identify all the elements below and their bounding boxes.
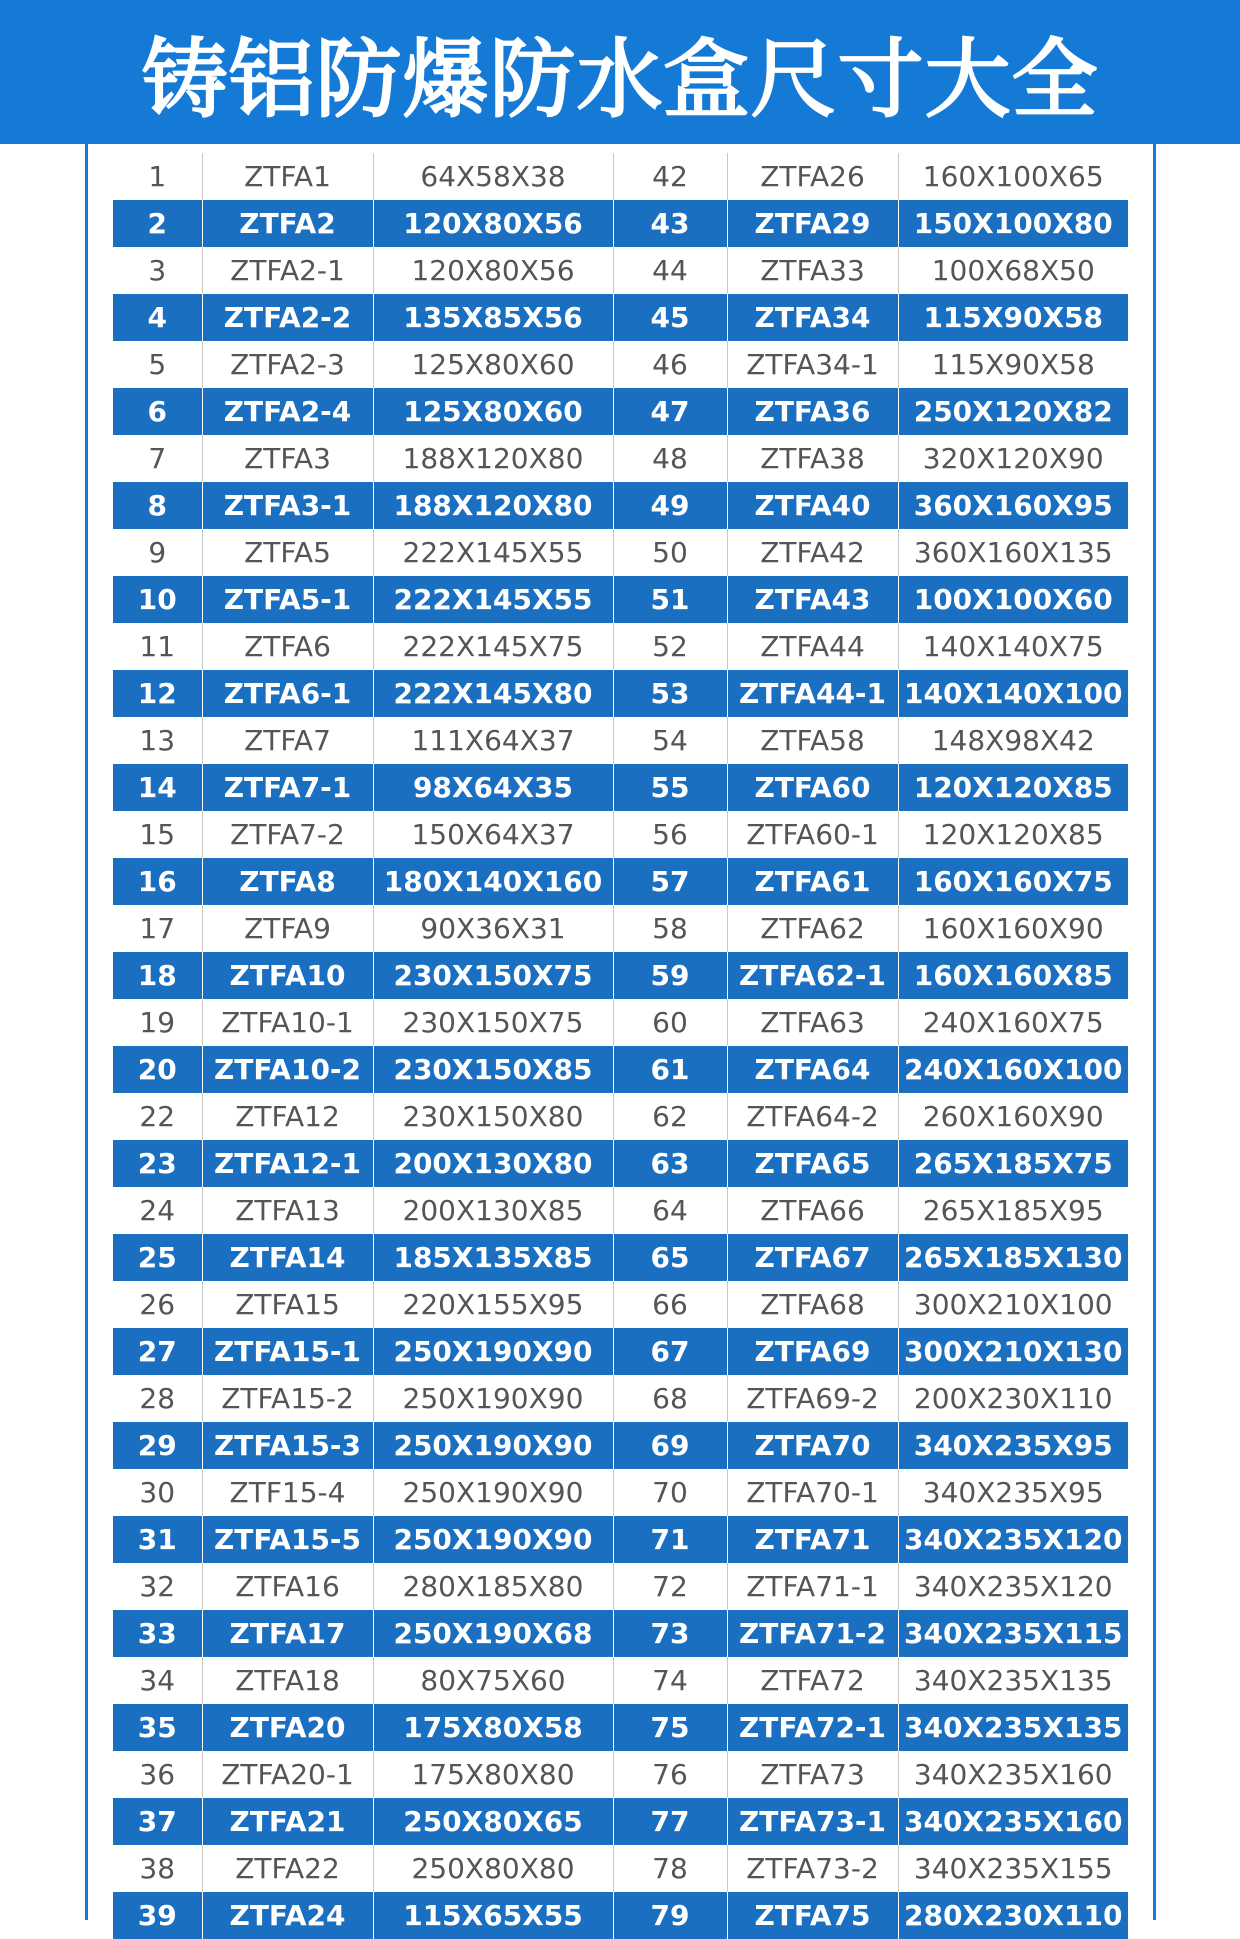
cell-size-right: 360X160X95 [898,482,1128,529]
cell-size-right: 160X100X65 [922,160,1104,193]
cell-index-right: 71 [613,1516,727,1563]
cell-size-right: 340X235X135 [913,1664,1113,1697]
cell-size-right: 340X235X95 [898,1422,1128,1469]
table-row [113,623,1128,670]
table-row [113,952,1128,999]
cell-model-right: ZTFA44-1 [727,670,898,717]
cell-index-right: 59 [613,952,727,999]
cell-index-left: 9 [113,529,202,576]
cell-size-left: 250X190X90 [373,1516,613,1563]
cell-model-right: ZTFA64 [727,1046,898,1093]
cell-model-right: ZTFA38 [727,435,898,482]
cell-index-left: 36 [113,1751,202,1798]
cell-index-left: 19 [113,999,202,1046]
cell-model-right: ZTFA29 [727,200,898,247]
cell-size-left: 90X36X31 [373,905,613,952]
table-row [113,1187,1128,1234]
table-row [113,670,1128,717]
cell-model-right: ZTFA72 [727,1657,898,1704]
cell-model-right: ZTFA70-1 [727,1469,898,1516]
cell-model-right: ZTFA36 [727,388,898,435]
cell-model-left: ZTFA22 [202,1845,373,1892]
table-row [113,1892,1128,1939]
cell-model-right: ZTFA70 [727,1422,898,1469]
cell-model-left: ZTFA20-1 [202,1751,373,1798]
cell-index-right: 76 [613,1751,727,1798]
cell-model-right: ZTFA72-1 [727,1704,898,1751]
cell-size-left: 250X190X90 [373,1469,613,1516]
cell-model-right: ZTFA73 [727,1751,898,1798]
cell-index-left: 27 [113,1328,202,1375]
cell-model-right: ZTFA73-1 [727,1798,898,1845]
cell-model-left: ZTFA2 [202,200,373,247]
cell-index-right: 62 [613,1093,727,1140]
cell-model-left: ZTFA24 [202,1892,373,1939]
table-row [113,247,1128,294]
table-row [113,1845,1128,1892]
cell-model-right: ZTFA73-2 [727,1845,898,1892]
cell-size-left: 200X130X80 [373,1140,613,1187]
cell-index-right: 51 [613,576,727,623]
cell-size-right: 340X235X120 [898,1516,1128,1563]
cell-index-right: 42 [613,153,727,200]
cell-size-right: 240X160X75 [922,1006,1104,1039]
cell-size-right: 160X160X75 [898,858,1128,905]
cell-index-right: 74 [613,1657,727,1704]
cell-size-left: 185X135X85 [373,1234,613,1281]
table-row [113,811,1128,858]
cell-size-right: 340X235X160 [913,1758,1113,1791]
cell-model-left: ZTFA15-3 [202,1422,373,1469]
cell-size-left: 120X80X56 [373,200,613,247]
cell-size-right: 340X235X120 [913,1570,1113,1603]
cell-index-right: 43 [613,200,727,247]
cell-model-left: ZTFA20 [202,1704,373,1751]
cell-model-left: ZTFA13 [202,1187,373,1234]
cell-model-left: ZTFA10-1 [202,999,373,1046]
cell-model-left: ZTFA2-2 [202,294,373,341]
cell-index-left: 3 [113,247,202,294]
cell-index-left: 12 [113,670,202,717]
cell-index-right: 57 [613,858,727,905]
cell-size-right: 265X185X75 [898,1140,1128,1187]
table-row [113,341,1128,388]
cell-index-left: 16 [113,858,202,905]
cell-model-right: ZTFA71-1 [727,1563,898,1610]
table-row [113,482,1128,529]
cell-index-left: 37 [113,1798,202,1845]
cell-size-left: 250X190X68 [373,1610,613,1657]
cell-index-right: 61 [613,1046,727,1093]
table-row [113,529,1128,576]
cell-model-right: ZTFA61 [727,858,898,905]
cell-index-right: 44 [613,247,727,294]
cell-index-left: 2 [113,200,202,247]
cell-index-left: 5 [113,341,202,388]
cell-size-right: 140X140X75 [922,630,1104,663]
cell-model-right: ZTFA58 [727,717,898,764]
cell-size-left: 230X150X85 [373,1046,613,1093]
cell-model-right: ZTFA71 [727,1516,898,1563]
cell-model-left: ZTFA7-1 [202,764,373,811]
cell-model-left: ZTFA2-1 [202,247,373,294]
cell-index-left: 15 [113,811,202,858]
cell-size-right: 250X120X82 [898,388,1128,435]
header-banner [0,0,1240,144]
cell-size-left: 250X190X90 [373,1328,613,1375]
table-row [113,576,1128,623]
table-row [113,905,1128,952]
cell-model-right: ZTFA62-1 [727,952,898,999]
cell-index-left: 6 [113,388,202,435]
cell-index-right: 75 [613,1704,727,1751]
cell-model-left: ZTFA12-1 [202,1140,373,1187]
cell-index-right: 46 [613,341,727,388]
cell-model-left: ZTFA14 [202,1234,373,1281]
cell-index-right: 45 [613,294,727,341]
table-row [113,1422,1128,1469]
cell-size-left: 250X190X90 [373,1375,613,1422]
table-row [113,1563,1128,1610]
cell-model-right: ZTFA26 [727,153,898,200]
cell-index-left: 24 [113,1187,202,1234]
cell-model-right: ZTFA69 [727,1328,898,1375]
cell-index-right: 49 [613,482,727,529]
table-row [113,1375,1128,1422]
cell-model-left: ZTFA6 [202,623,373,670]
cell-size-right: 160X160X85 [898,952,1128,999]
cell-model-right: ZTFA71-2 [727,1610,898,1657]
cell-size-right: 300X210X130 [898,1328,1128,1375]
cell-size-right: 340X235X135 [898,1704,1128,1751]
cell-size-left: 98X64X35 [373,764,613,811]
table-row [113,1140,1128,1187]
cell-model-left: ZTFA7 [202,717,373,764]
cell-index-right: 70 [613,1469,727,1516]
cell-model-right: ZTFA60 [727,764,898,811]
table-row [113,1093,1128,1140]
table-row [113,1281,1128,1328]
cell-index-left: 8 [113,482,202,529]
cell-size-left: 222X145X55 [373,576,613,623]
table-row [113,294,1128,341]
cell-model-right: ZTFA69-2 [727,1375,898,1422]
cell-model-left: ZTFA3-1 [202,482,373,529]
cell-size-right: 265X185X95 [922,1194,1104,1227]
cell-size-left: 280X185X80 [373,1563,613,1610]
cell-model-left: ZTFA5 [202,529,373,576]
cell-model-left: ZTF15-4 [202,1469,373,1516]
cell-index-left: 11 [113,623,202,670]
cell-size-left: 200X130X85 [373,1187,613,1234]
cell-index-right: 78 [613,1845,727,1892]
table-row [113,1610,1128,1657]
cell-size-left: 230X150X75 [373,999,613,1046]
cell-model-right: ZTFA66 [727,1187,898,1234]
cell-index-right: 72 [613,1563,727,1610]
cell-size-left: 135X85X56 [373,294,613,341]
cell-size-left: 250X80X80 [373,1845,613,1892]
cell-model-left: ZTFA9 [202,905,373,952]
table-row [113,435,1128,482]
cell-index-left: 25 [113,1234,202,1281]
table-row [113,1704,1128,1751]
cell-model-right: ZTFA64-2 [727,1093,898,1140]
cell-model-left: ZTFA15-1 [202,1328,373,1375]
cell-model-left: ZTFA8 [202,858,373,905]
cell-index-left: 13 [113,717,202,764]
size-table [113,153,1128,1939]
cell-index-right: 56 [613,811,727,858]
cell-size-right: 140X140X100 [898,670,1128,717]
cell-model-right: ZTFA34-1 [727,341,898,388]
cell-index-left: 23 [113,1140,202,1187]
cell-model-right: ZTFA42 [727,529,898,576]
cell-size-left: 230X150X75 [373,952,613,999]
cell-model-left: ZTFA12 [202,1093,373,1140]
table-row [113,764,1128,811]
cell-size-left: 175X80X58 [373,1704,613,1751]
cell-size-right: 300X210X100 [913,1288,1113,1321]
cell-model-right: ZTFA63 [727,999,898,1046]
cell-size-right: 160X160X90 [922,912,1104,945]
cell-size-left: 222X145X75 [373,623,613,670]
cell-size-right: 200X230X110 [913,1382,1113,1415]
cell-size-right: 260X160X90 [922,1100,1104,1133]
cell-index-left: 18 [113,952,202,999]
cell-model-left: ZTFA18 [202,1657,373,1704]
table-row [113,999,1128,1046]
cell-index-left: 32 [113,1563,202,1610]
cell-index-left: 31 [113,1516,202,1563]
cell-index-right: 66 [613,1281,727,1328]
table-row [113,1046,1128,1093]
table-row [113,200,1128,247]
cell-index-left: 33 [113,1610,202,1657]
cell-model-right: ZTFA33 [727,247,898,294]
cell-index-left: 29 [113,1422,202,1469]
cell-index-left: 14 [113,764,202,811]
cell-model-right: ZTFA34 [727,294,898,341]
cell-model-right: ZTFA43 [727,576,898,623]
cell-size-right: 240X160X100 [898,1046,1128,1093]
cell-model-left: ZTFA15-5 [202,1516,373,1563]
cell-size-left: 125X80X60 [373,341,613,388]
cell-size-left: 188X120X80 [373,435,613,482]
cell-index-left: 22 [113,1093,202,1140]
table-row [113,1751,1128,1798]
cell-index-left: 7 [113,435,202,482]
cell-model-left: ZTFA2-4 [202,388,373,435]
cell-index-right: 55 [613,764,727,811]
cell-size-left: 125X80X60 [373,388,613,435]
table-row [113,858,1128,905]
cell-index-right: 77 [613,1798,727,1845]
cell-model-left: ZTFA10-2 [202,1046,373,1093]
cell-model-left: ZTFA2-3 [202,341,373,388]
cell-size-right: 150X100X80 [898,200,1128,247]
cell-size-left: 230X150X80 [373,1093,613,1140]
cell-size-left: 180X140X160 [373,858,613,905]
table-row [113,1328,1128,1375]
cell-index-right: 67 [613,1328,727,1375]
cell-index-left: 39 [113,1892,202,1939]
cell-index-right: 50 [613,529,727,576]
cell-size-right: 120X120X85 [922,818,1104,851]
cell-model-left: ZTFA10 [202,952,373,999]
cell-model-left: ZTFA7-2 [202,811,373,858]
cell-model-right: ZTFA60-1 [727,811,898,858]
cell-model-right: ZTFA67 [727,1234,898,1281]
cell-index-right: 79 [613,1892,727,1939]
cell-size-right: 340X235X155 [913,1852,1113,1885]
cell-index-left: 10 [113,576,202,623]
cell-index-right: 53 [613,670,727,717]
cell-size-left: 222X145X80 [373,670,613,717]
cell-model-right: ZTFA68 [727,1281,898,1328]
cell-size-left: 250X80X65 [373,1798,613,1845]
page-title: 铸铝防爆防水盒尺寸大全 [141,30,1099,130]
cell-size-right: 148X98X42 [931,724,1095,757]
cell-index-right: 69 [613,1422,727,1469]
table-row [113,388,1128,435]
cell-size-right: 115X90X58 [931,348,1095,381]
cell-size-left: 220X155X95 [373,1281,613,1328]
cell-index-left: 38 [113,1845,202,1892]
cell-size-left: 175X80X80 [373,1751,613,1798]
cell-index-left: 30 [113,1469,202,1516]
cell-model-left: ZTFA21 [202,1798,373,1845]
table-row [113,1234,1128,1281]
cell-model-left: ZTFA15 [202,1281,373,1328]
cell-index-right: 48 [613,435,727,482]
cell-model-right: ZTFA44 [727,623,898,670]
cell-model-left: ZTFA1 [202,153,373,200]
cell-index-left: 20 [113,1046,202,1093]
cell-model-left: ZTFA15-2 [202,1375,373,1422]
table-row [113,717,1128,764]
cell-size-right: 360X160X135 [913,536,1113,569]
cell-index-right: 58 [613,905,727,952]
cell-size-left: 250X190X90 [373,1422,613,1469]
cell-size-right: 100X100X60 [898,576,1128,623]
cell-size-left: 111X64X37 [373,717,613,764]
cell-index-right: 63 [613,1140,727,1187]
cell-size-right: 340X235X95 [922,1476,1104,1509]
cell-size-left: 115X65X55 [373,1892,613,1939]
cell-index-left: 28 [113,1375,202,1422]
cell-model-left: ZTFA5-1 [202,576,373,623]
table-row [113,1798,1128,1845]
table-row [113,153,1128,200]
cell-size-left: 80X75X60 [373,1657,613,1704]
cell-model-left: ZTFA16 [202,1563,373,1610]
cell-size-left: 150X64X37 [373,811,613,858]
cell-index-right: 68 [613,1375,727,1422]
cell-index-left: 1 [113,153,202,200]
table-row [113,1516,1128,1563]
cell-index-left: 35 [113,1704,202,1751]
table-row [113,1657,1128,1704]
cell-size-left: 120X80X56 [373,247,613,294]
cell-index-left: 4 [113,294,202,341]
cell-index-right: 73 [613,1610,727,1657]
cell-size-right: 320X120X90 [922,442,1104,475]
cell-size-right: 265X185X130 [898,1234,1128,1281]
cell-index-right: 54 [613,717,727,764]
cell-model-left: ZTFA3 [202,435,373,482]
cell-index-right: 60 [613,999,727,1046]
table-row [113,1469,1128,1516]
cell-index-right: 52 [613,623,727,670]
cell-index-right: 64 [613,1187,727,1234]
cell-index-right: 47 [613,388,727,435]
cell-size-right: 115X90X58 [898,294,1128,341]
cell-size-left: 188X120X80 [373,482,613,529]
cell-size-right: 280X230X110 [898,1892,1128,1939]
cell-size-right: 340X235X115 [898,1610,1128,1657]
cell-model-right: ZTFA75 [727,1892,898,1939]
cell-model-left: ZTFA6-1 [202,670,373,717]
cell-index-right: 65 [613,1234,727,1281]
cell-index-left: 34 [113,1657,202,1704]
cell-size-right: 120X120X85 [898,764,1128,811]
cell-model-right: ZTFA62 [727,905,898,952]
cell-index-left: 26 [113,1281,202,1328]
cell-model-left: ZTFA17 [202,1610,373,1657]
cell-model-right: ZTFA65 [727,1140,898,1187]
cell-size-left: 64X58X38 [373,153,613,200]
cell-size-right: 340X235X160 [898,1798,1128,1845]
cell-index-left: 17 [113,905,202,952]
cell-size-right: 100X68X50 [931,254,1095,287]
cell-model-right: ZTFA40 [727,482,898,529]
cell-size-left: 222X145X55 [373,529,613,576]
